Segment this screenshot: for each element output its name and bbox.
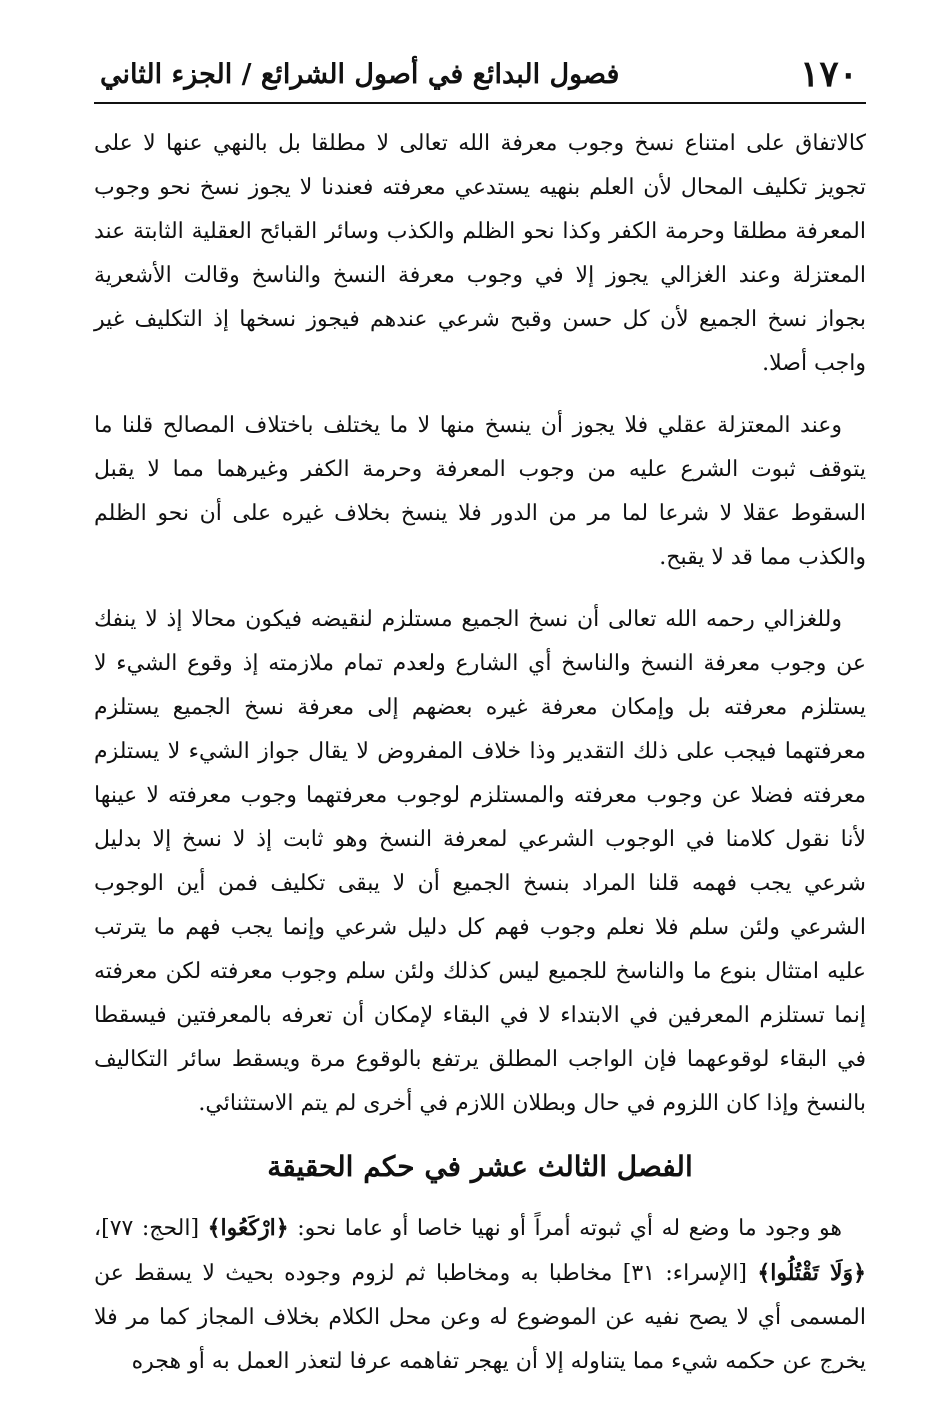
section-heading: الفصل الثالث عشر في حكم الحقيقة xyxy=(267,1150,693,1183)
paragraph: وللغزالي رحمه الله تعالى أن نسخ الجميع مستلزم لنقيضه فيكون محالا إذ لا ينفك عن وجوب معرفة النسخ والناسخ أي الشارع ولعدم تمام ملازمته إذ وقوع الشيء لا يستلزم معرفته بل وإمكان معرفة غيره بعضهم إلى معرفة نسخ الجميع يستلزم معرفتهما فيجب على ذلك التقدير وذا خلاف المفروض لا يقال جواز الشيء لا يستلزم معرفته فضلا عن وجوب معرفته والمستلزم لوجوب معرفتهما وجوب معرفته لا عينها لأنا نقول كلامنا في الوجوب الشرعي لمعرفة النسخ وهو ثابت إذ لا نسخ إلا بدليل شرعي يجب فهمه قلنا المراد بنسخ الجميع أن لا يبقى تكليف فمن أين الوجوب الشرعي ولئن سلم فلا نعلم وجوب فهم كل دليل شرعي وإنما يجب فهم ما يترتب عليه امتثال بنوع ما والناسخ للجميع ليس كذلك ولئن سلم وجوب معرفته لكن معرفته إنما تستلزم المعرفين في الابتداء لا في البقاء لإمكان أن تعرفه بالمعرفتين فيسقطا في البقاء لوقوعهما فإن الواجب المطلق يرتفع بالوقوع مرة ويسقط سائر التكاليف بالنسخ وإذا كان اللزوم في حال وبطلان اللازم في أخرى لم يتم الاستثنائي. xyxy=(94,607,866,1116)
quran-quote: ﴿وَلَا تَقْتُلُوا﴾ xyxy=(757,1260,867,1286)
book-page xyxy=(94,50,866,1402)
paragraph: كالاتفاق على امتناع نسخ وجوب معرفة الله تعالى لا مطلقا بل بالنهي عنها لا على تجويز تكليف المحال لأن العلم بنهيه يستدعي معرفته فعندنا لا يجوز نسخ نحو وجوب المعرفة مطلقا وحرمة الكفر وكذا نحو الظلم والكذب وسائر القبائح العقلية الثابتة عند المعتزلة وعند الغزالي يجوز إلا في وجوب معرفة النسخ والناسخ وقالت الأشعرية بجواز نسخ الجميع لأن كل حسن وقبح شرعي عندهم فيجوز نسخها إذ التكليف غير واجب أصلا. xyxy=(94,131,866,376)
page-header xyxy=(94,50,866,104)
verse-reference: [الحج: ٧٧]، xyxy=(94,1216,208,1241)
paragraph: وعند المعتزلة عقلي فلا يجوز أن ينسخ منها لا ما يختلف باختلاف المصالح قلنا ما يتوقف ثبوت الشرع عليه من وجوب المعرفة وحرمة الكفر وغيرهما مما لا يقبل السقوط عقلا لا شرعا لما مر من الدور فلا ينسخ بخلاف غيره على أن نحو الظلم والكذب مما قد لا يقبح. xyxy=(94,413,866,570)
body-text xyxy=(94,122,866,1384)
section-paragraph xyxy=(94,1206,866,1384)
page-number: ١٧٠ xyxy=(799,53,858,95)
text-run: [الإسراء: ٣١] مخاطبا به ومخاطبا ثم لزوم وجوده بحيث لا يسقط عن المسمى أي لا يصح نفيه عن الموضوع له وعن محل الكلام بخلاف المجاز كما مر فلا يخرج عن حكمه شيء مما يتناوله إلا أن يهجر تفاهمه عرفا لتعذر العمل به أو هجره xyxy=(94,1261,866,1374)
running-title: فصول البدائع في أصول الشرائع / الجزء الثاني xyxy=(100,59,620,90)
text-run: هو وجود ما وضع له أي ثبوته أمراً أو نهيا خاصا أو عاما نحو: xyxy=(288,1216,842,1241)
quran-quote: ﴿ارْكَعُوا﴾ xyxy=(207,1215,289,1241)
